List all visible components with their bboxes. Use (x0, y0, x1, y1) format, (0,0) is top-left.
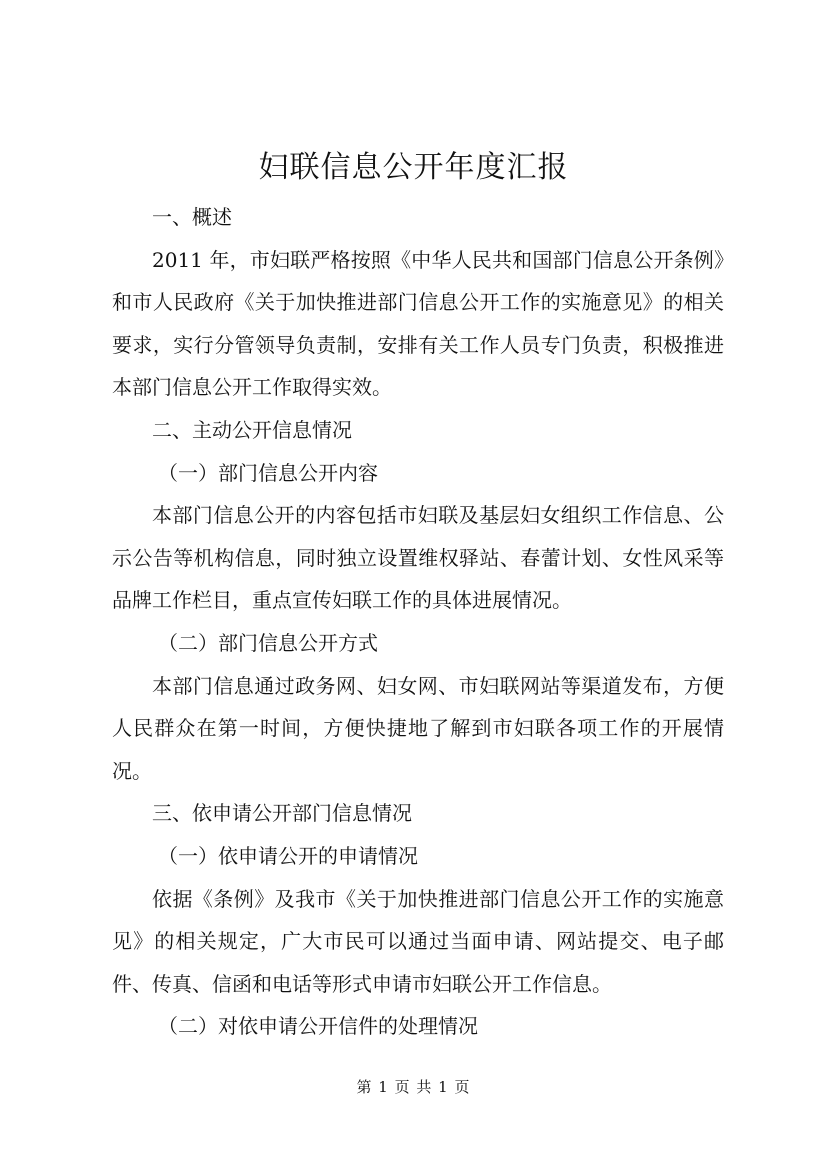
subheading-content: （一）部门信息公开内容 (158, 460, 378, 485)
section-heading-application-disclosure: 三、依申请公开部门信息情况 (152, 801, 412, 826)
document-body (112, 196, 724, 1048)
document-title: 妇联信息公开年度汇报 (258, 150, 569, 185)
paragraph-applications: 依据《条例》及我市《关于加快推进部门信息公开工作的实施意见》的相关规定，广大市民可以通过当面申请、网站提交、电子邮件、传真、信函和电话等形式申请市妇联公开工作信息。 (112, 886, 724, 996)
paragraph-methods: 本部门信息通过政务网、妇女网、市妇联网站等渠道发布，方便人民群众在第一时间，方便快捷地了解到市妇联各项工作的开展情况。 (112, 673, 724, 783)
subheading-applications: （一）依申请公开的申请情况 (158, 843, 418, 868)
paragraph-content: 本部门信息公开的内容包括市妇联及基层妇女组织工作信息、公示公告等机构信息，同时独立设置维权驿站、春蕾计划、女性风采等品牌工作栏目，重点宣传妇联工作的具体进展情况。 (112, 503, 724, 613)
section-heading-overview: 一、概述 (152, 205, 232, 229)
subheading-handling: （二）对依申请公开信件的处理情况 (158, 1014, 478, 1039)
section-heading-active-disclosure: 二、主动公开信息情况 (152, 417, 352, 442)
subheading-methods: （二）部门信息公开方式 (158, 630, 378, 655)
page-number-footer: 第 1 页 共 1 页 (356, 1078, 471, 1096)
paragraph-overview: 2011 年，市妇联严格按照《中华人民共和国部门信息公开条例》和市人民政府《关于加快推进部门信息公开工作的实施意见》的相关要求，实行分管领导负责制，安排有关工作人员专门负责，积极推进本部门信息公开工作取得实效。 (112, 247, 724, 400)
